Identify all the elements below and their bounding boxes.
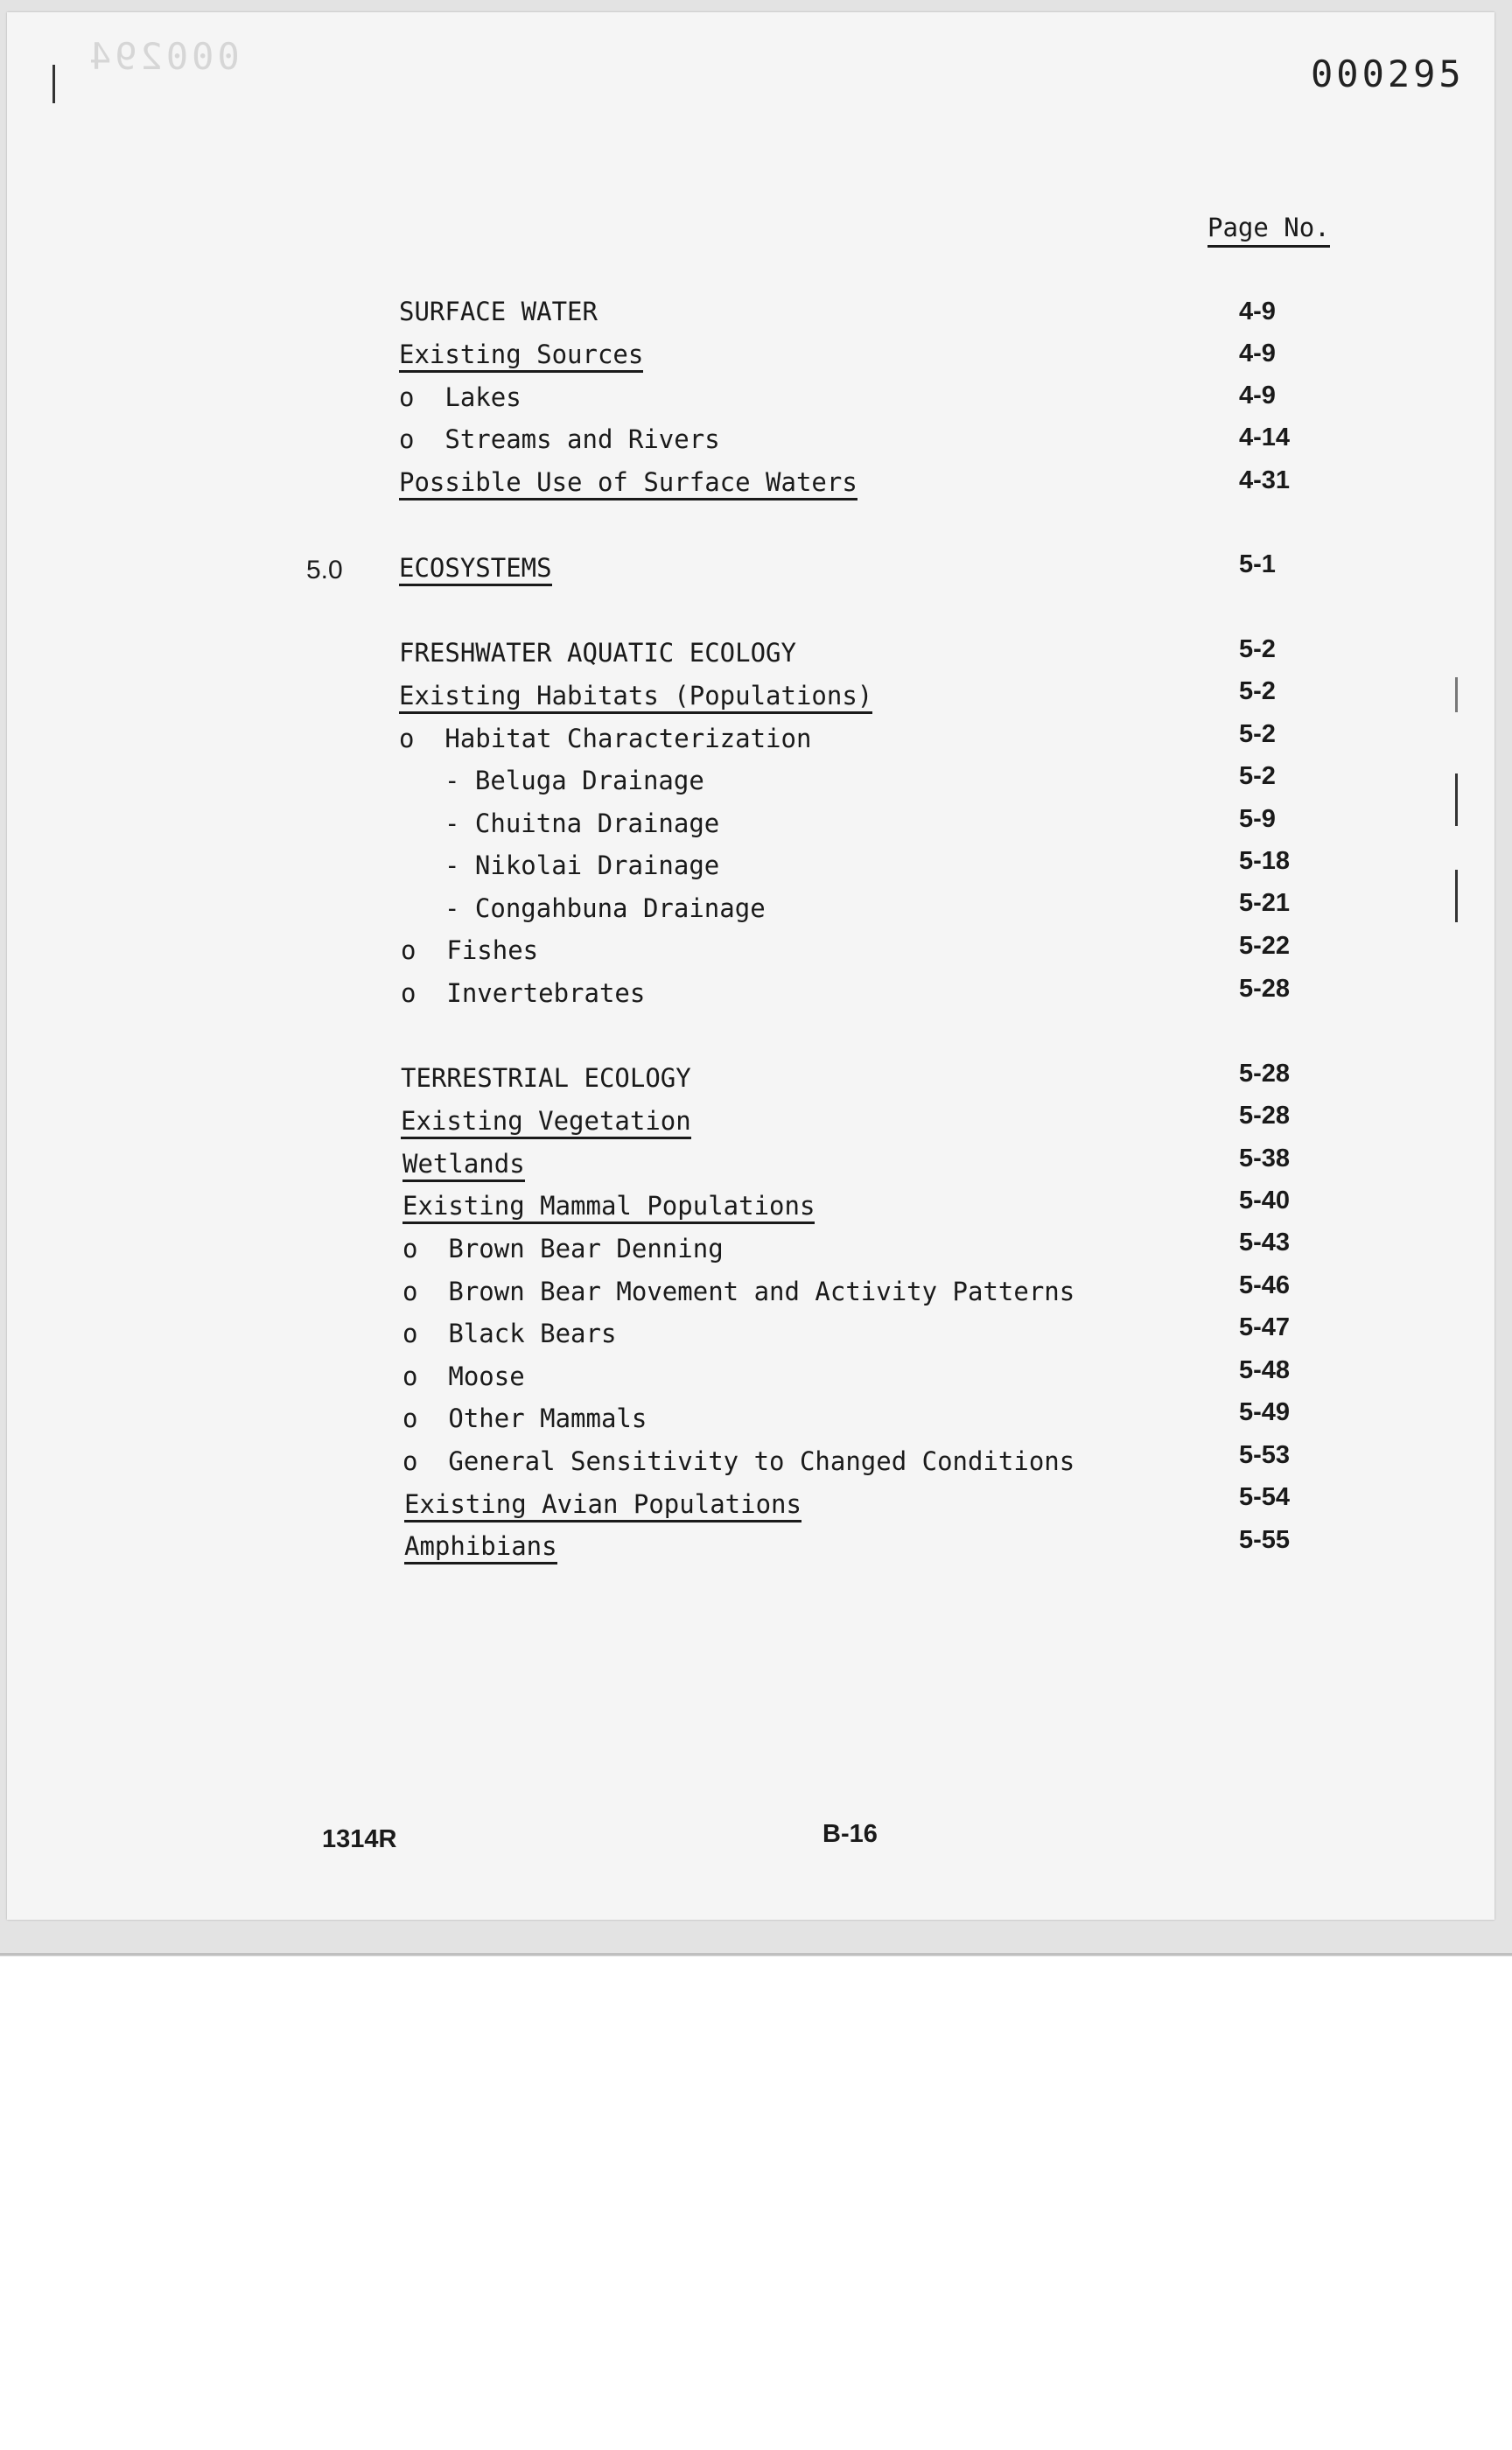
toc-entry-page: 5-28 [1239,1060,1291,1088]
scan-mark [1455,870,1458,922]
scan-mark [52,65,55,103]
toc-entry-title: - Nikolai Drainage [444,850,720,880]
toc-entry-page: 5-46 [1239,1271,1291,1299]
toc-entry-title: Wetlands [402,1148,525,1182]
toc-entry-page: 5-49 [1239,1398,1291,1426]
toc-entry-page: 5-2 [1239,677,1276,705]
toc-entry-page: 4-31 [1239,466,1291,494]
toc-entry-page: 5-2 [1239,720,1276,748]
toc-entry-title: SURFACE WATER [399,297,598,326]
toc-entry-title: Existing Avian Populations [404,1488,802,1522]
document-number: 000295 [1311,52,1465,95]
toc-entry-title: o Other Mammals [402,1404,648,1433]
toc-entry-title: o Brown Bear Movement and Activity Patterns [402,1277,1075,1306]
toc-entry-page: 5-38 [1239,1144,1291,1172]
toc-entry-title: Existing Sources [399,339,643,373]
toc-entry-page: 5-53 [1239,1441,1291,1469]
toc-entry-title: o Streams and Rivers [399,424,720,454]
toc-entry-title: - Chuitna Drainage [444,808,720,838]
toc-entry-title: TERRESTRIAL ECOLOGY [401,1063,691,1093]
toc-entry-page: 5-1 [1239,550,1276,578]
footer-document-code: 1314R [322,1825,397,1853]
toc-entry-page: 5-48 [1239,1356,1291,1384]
toc-entry-page: 5-2 [1239,762,1276,790]
toc-entry-page: 5-2 [1239,635,1276,663]
toc-entry-title: o Black Bears [402,1319,617,1348]
toc-entry-page: 5-40 [1239,1186,1291,1214]
toc-entry-page: 5-9 [1239,805,1276,833]
toc-entry-page: 4-9 [1239,382,1276,410]
toc-entry-page: 5-43 [1239,1228,1291,1256]
toc-entry-page: 5-18 [1239,847,1291,875]
toc-entry-title: o Moose [402,1362,525,1391]
toc-entry-title: o Fishes [401,935,539,965]
toc-entry-title: Existing Mammal Populations [402,1190,815,1224]
toc-entry-page: 5-28 [1239,1102,1291,1130]
toc-entry-page: 5-54 [1239,1483,1291,1511]
toc-entry-title: Amphibians [404,1530,557,1564]
toc-entry-page: 5-28 [1239,975,1291,1003]
toc-entry-title: o Habitat Characterization [399,724,812,753]
toc-entry-page: 5-47 [1239,1313,1291,1341]
scan-mark [1455,677,1458,712]
toc-entry-title: ECOSYSTEMS [399,552,552,586]
toc-entry-page: 4-9 [1239,340,1276,368]
document-sheet [7,12,1494,1920]
toc-entry-title: - Beluga Drainage [444,766,704,795]
toc-entry-page: 5-22 [1239,932,1291,960]
scan-mark [1455,774,1458,826]
footer-page-number: B-16 [822,1820,878,1848]
toc-entry-page: 4-14 [1239,424,1291,452]
toc-entry-title: - Congahbuna Drainage [444,893,766,923]
toc-entry-page: 4-9 [1239,298,1276,326]
page-no-column-header: Page No. [1208,212,1330,248]
toc-entry-title: Possible Use of Surface Waters [399,466,858,500]
bleed-through-doc-number: 000294 [86,35,240,78]
toc-entry-title: o Brown Bear Denning [402,1234,724,1264]
toc-entry-title: Existing Habitats (Populations) [399,680,872,714]
section-number: 5.0 [306,556,343,584]
toc-entry-title: o Invertebrates [401,978,646,1008]
toc-entry-page: 5-55 [1239,1526,1291,1554]
toc-entry-title: o Lakes [399,382,522,412]
toc-entry-page: 5-21 [1239,889,1291,917]
page-bottom-edge [0,1953,1512,1956]
toc-entry-title: Existing Vegetation [401,1105,691,1139]
toc-entry-title: FRESHWATER AQUATIC ECOLOGY [399,638,796,668]
toc-entry-title: o General Sensitivity to Changed Conditions [402,1446,1075,1476]
